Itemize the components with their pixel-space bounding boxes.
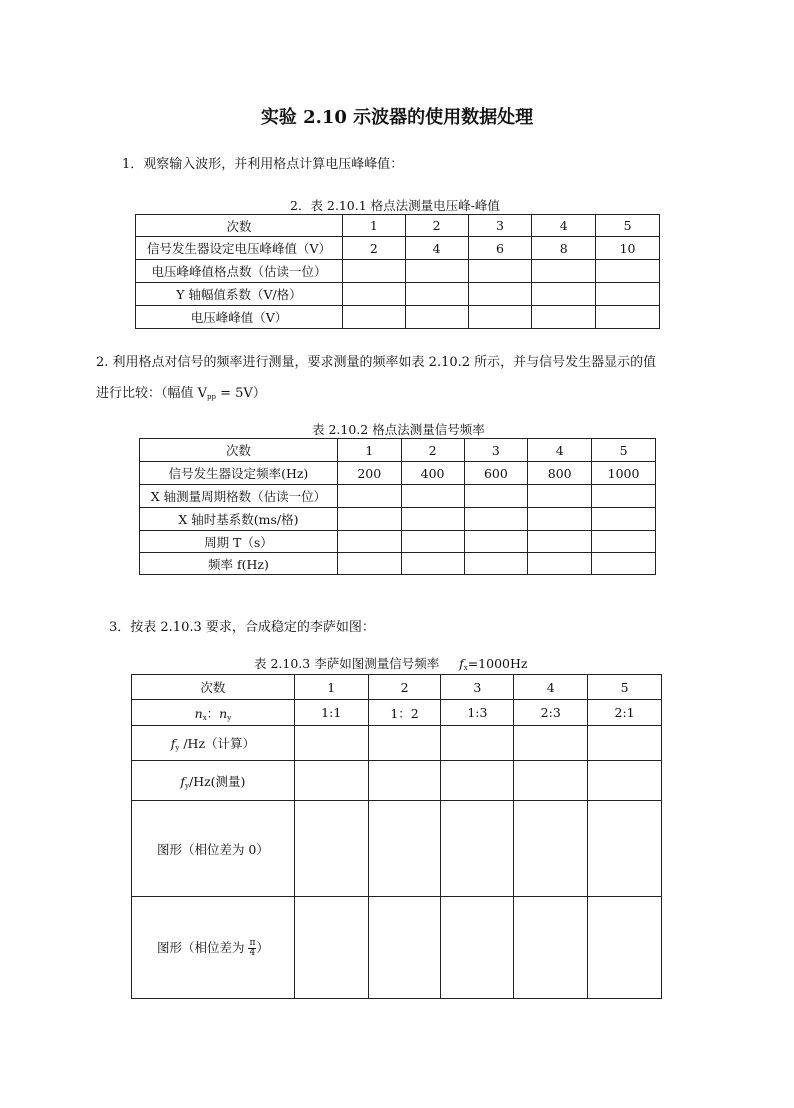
table-row <box>132 700 662 726</box>
table3-header-cell: 1 <box>294 675 368 700</box>
table-row <box>140 462 656 485</box>
table-cell <box>368 761 441 801</box>
table2-header-cell: 3 <box>464 439 528 462</box>
table-cell: 6 <box>468 237 532 260</box>
fy-subscript: y <box>175 744 180 752</box>
table3-header-cell: 3 <box>441 675 514 700</box>
table2-header-row <box>140 439 656 462</box>
section1-instruction: 1．观察输入波形，并利用格点计算电压峰峰值： <box>122 157 404 172</box>
table-cell <box>514 726 588 761</box>
table2-row-label: 周期 T（s） <box>140 531 338 553</box>
table-cell <box>401 553 464 575</box>
table-cell <box>528 553 592 575</box>
table-cell <box>441 726 514 761</box>
table1-header-cell: 3 <box>468 215 532 237</box>
table-cell <box>528 531 592 553</box>
table-2-10-2 <box>139 438 656 575</box>
fy-meas-text: /Hz(测量) <box>188 773 246 789</box>
table-cell <box>532 260 596 283</box>
table-cell <box>464 485 528 508</box>
table1-row-label: 信号发生器设定电压峰峰值（V） <box>136 237 343 260</box>
table-cell: 2 <box>342 237 405 260</box>
table-cell <box>368 897 441 999</box>
table-cell <box>405 306 468 329</box>
table1-row-label: 电压峰峰值（V） <box>136 306 343 329</box>
table1-caption: 2．表 2.10.1 格点法测量电压峰-峰值 <box>290 198 500 213</box>
table-cell <box>596 306 660 329</box>
table-cell <box>514 761 588 801</box>
table-cell <box>588 897 662 999</box>
table2-header-cell: 1 <box>337 439 401 462</box>
table-cell <box>337 508 401 531</box>
table-cell <box>368 801 441 897</box>
table-cell <box>596 283 660 306</box>
table-2-10-3 <box>131 674 662 999</box>
table-cell <box>528 508 592 531</box>
table1-header-cell: 4 <box>532 215 596 237</box>
shape-pi-close: ） <box>256 939 269 955</box>
table1-header-cell: 次数 <box>136 215 343 237</box>
table-cell <box>294 897 368 999</box>
table-cell <box>441 761 514 801</box>
table3-header-cell: 5 <box>588 675 662 700</box>
table-cell <box>532 306 596 329</box>
shape-phase-pi4-label <box>132 897 295 999</box>
table-cell <box>441 801 514 897</box>
table-cell: 2:1 <box>588 700 662 726</box>
table3-header-cell: 4 <box>514 675 588 700</box>
fy-subscript: y <box>185 781 189 790</box>
shape-phase0-label: 图形（相位差为 0） <box>132 801 295 897</box>
table-cell <box>294 726 368 761</box>
table-cell: 4 <box>405 237 468 260</box>
table-row <box>136 306 660 329</box>
table-row <box>132 761 662 801</box>
table2-row-label: X 轴时基系数(ms/格) <box>140 508 338 531</box>
table-cell <box>337 485 401 508</box>
table-cell <box>532 283 596 306</box>
table2-header-cell: 2 <box>401 439 464 462</box>
table-cell <box>368 726 441 761</box>
table-row <box>140 508 656 531</box>
table-cell <box>441 897 514 999</box>
section2-instruction-line2 <box>96 386 266 405</box>
fy-calc-label <box>132 726 295 761</box>
table-cell <box>405 283 468 306</box>
table-cell <box>464 553 528 575</box>
table-cell: 600 <box>464 462 528 485</box>
table-2-10-1 <box>135 214 660 329</box>
table-cell <box>592 485 656 508</box>
page-title: 实验 2.10 示波器的使用数据处理 <box>260 107 534 128</box>
table-cell: 1000 <box>592 462 656 485</box>
table-row <box>140 531 656 553</box>
table-cell <box>294 801 368 897</box>
table-cell <box>588 726 662 761</box>
table-cell <box>401 531 464 553</box>
table1-header-cell: 2 <box>405 215 468 237</box>
table2-row-label: 频率 f(Hz) <box>140 553 338 575</box>
table2-row-label: 信号发生器设定频率(Hz) <box>140 462 338 485</box>
table-cell: 1:3 <box>441 700 514 726</box>
fy-calc-text: /Hz（计算） <box>179 736 256 751</box>
fy-symbol: f <box>180 773 186 789</box>
table-cell <box>294 761 368 801</box>
table-cell <box>588 801 662 897</box>
table-cell <box>596 260 660 283</box>
table1-row-label: Y 轴幅值系数（V/格） <box>136 283 343 306</box>
ratio-label <box>132 700 295 726</box>
table-cell <box>468 306 532 329</box>
table-cell <box>337 553 401 575</box>
table-cell: 2:3 <box>514 700 588 726</box>
fx-subscript: x <box>463 664 468 672</box>
table2-header-cell: 次数 <box>140 439 338 462</box>
table3-header-cell: 次数 <box>132 675 295 700</box>
table-cell <box>592 508 656 531</box>
fy-meas-label <box>132 761 295 801</box>
section2-instruction-line1: 2. 利用格点对信号的频率进行测量，要求测量的频率如表 2.10.2 所示，并与信号发生器显示的值 <box>96 355 657 370</box>
table-cell <box>342 306 405 329</box>
table-cell <box>464 508 528 531</box>
table-row <box>136 283 660 306</box>
fraction-numerator: π <box>249 937 256 948</box>
fx-value: =1000Hz <box>467 656 528 671</box>
table3-header-cell: 2 <box>368 675 441 700</box>
table-row <box>140 553 656 575</box>
table-cell <box>592 553 656 575</box>
table-row <box>136 237 660 260</box>
table-cell <box>401 485 464 508</box>
fy-symbol: f <box>170 736 176 751</box>
table-cell <box>588 761 662 801</box>
fraction-denominator: 4 <box>249 947 256 958</box>
section3-instruction: 3．按表 2.10.3 要求，合成稳定的李萨如图： <box>109 620 375 635</box>
table-cell: 8 <box>532 237 596 260</box>
table-row <box>140 485 656 508</box>
table-row <box>132 897 662 999</box>
table-cell: 1：2 <box>368 700 441 726</box>
fx-symbol: f <box>459 656 464 671</box>
table1-header-row <box>136 215 660 237</box>
table-cell <box>592 531 656 553</box>
ny-symbol: n <box>219 705 228 721</box>
shape-pi-text: 图形（相位差为 <box>156 939 249 955</box>
table-cell <box>468 283 532 306</box>
table-cell: 200 <box>337 462 401 485</box>
table-cell: 400 <box>401 462 464 485</box>
table-cell <box>464 531 528 553</box>
table-row <box>132 801 662 897</box>
table-cell <box>468 260 532 283</box>
table-cell: 1:1 <box>294 700 368 726</box>
table-cell <box>342 260 405 283</box>
table-cell: 10 <box>596 237 660 260</box>
table1-header-cell: 5 <box>596 215 660 237</box>
table-cell <box>528 485 592 508</box>
nx-symbol: n <box>194 705 203 721</box>
table-row <box>132 726 662 761</box>
section2-line2-text: 进行比较：（幅值 V <box>96 386 208 401</box>
table3-header-row <box>132 675 662 700</box>
section2-line2-end: = 5V） <box>216 386 266 401</box>
table-cell <box>514 897 588 999</box>
table2-header-cell: 4 <box>528 439 592 462</box>
table1-row-label: 电压峰峰值格点数（估读一位） <box>136 260 343 283</box>
table-cell: 800 <box>528 462 592 485</box>
nx-subscript: x <box>202 713 207 722</box>
table-cell <box>514 801 588 897</box>
table-cell <box>405 260 468 283</box>
table3-caption <box>254 654 527 672</box>
table-row <box>136 260 660 283</box>
table-cell <box>337 531 401 553</box>
table1-header-cell: 1 <box>342 215 405 237</box>
ny-subscript: y <box>227 713 232 722</box>
table2-row-label: X 轴测量周期格数（估读一位） <box>140 485 338 508</box>
table-cell <box>342 283 405 306</box>
table-cell <box>401 508 464 531</box>
table2-header-cell: 5 <box>592 439 656 462</box>
vpp-subscript: pp <box>207 393 216 401</box>
table3-caption-text: 表 2.10.3 李萨如图测量信号频率 <box>254 656 440 671</box>
ratio-separator: ： <box>206 705 220 721</box>
table2-caption: 表 2.10.2 格点法测量信号频率 <box>312 422 485 437</box>
